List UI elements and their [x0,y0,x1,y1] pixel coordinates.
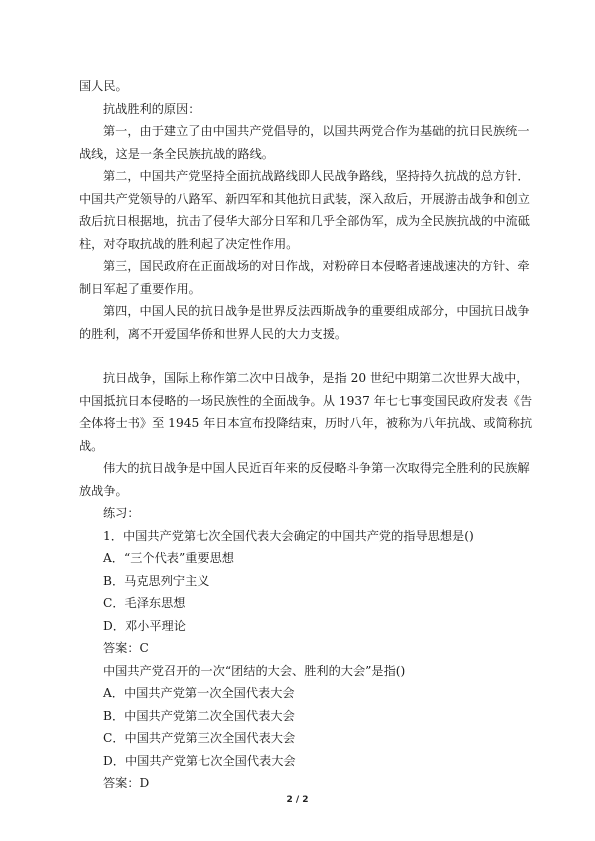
question-2-option-d: D．中国共产党第七次全国代表大会 [103,753,296,768]
question-1-option-c: C．毛泽东思想 [103,596,186,610]
page-number: 2 / 2 [286,795,309,805]
question-1-option-b: B．马克思列宁主义 [103,573,210,588]
question-1-option-a: A．“三个代表”重要思想 [103,551,234,565]
question-2-option-c: C．中国共产党第三次全国代表大会 [103,731,296,745]
paragraph-reason-4: 第四，中国人民的抗日战争是世界反法西斯战争的重要组成部分，中国抗日战争的胜利，离不开爱国华侨和世界人民的大力支援。 [79,304,530,341]
document-body [79,75,536,795]
question-2-option-b: B．中国共产党第二次全国代表大会 [103,708,295,723]
question-1-answer: 答案：C [103,641,149,655]
paragraph-continuation: 国人民。 [79,79,128,93]
exercise-heading: 练习： [103,506,140,520]
paragraph-reason-1: 第一，由于建立了由中国共产党倡导的，以国共两党合作为基础的抗日民族统一战线，这是一条全民族抗战的路线。 [79,124,530,161]
question-2-option-a: A．中国共产党第一次全国代表大会 [103,686,295,700]
question-2-stem: 中国共产党召开的一次“团结的大会、胜利的大会”是指() [103,663,406,678]
question-2-answer: 答案：D [103,776,150,790]
question-1-stem: 1．中国共产党第七次全国代表大会确定的中国共产党的指导思想是() [103,528,474,543]
paragraph-war-overview: 抗日战争，国际上称作第二次中日战争，是指 20 世纪中期第二次世界大战中，中国抵抗日本侵略的一场民族性的全面战争。从 1937 年七七事变国民政府发表《告全体将士书》至 1945 年日本宣布投降结束，历时八年，被称为八年抗战、或简称抗战。 [79,371,533,453]
section-heading-victory-reasons: 抗战胜利的原因： [103,101,201,116]
paragraph-reason-2: 第二，中国共产党坚持全面抗战路线即人民战争路线，坚持持久抗战的总方针．中国共产党领导的八路军、新四军和其他抗日武装，深入敌后，开展游击战争和创立敌后抗日根据地，抗击了侵华大部分日军和几乎全部伪军，成为全民族抗战的中流砥柱，对夺取抗战的胜利起了决定性作用。 [79,169,530,251]
paragraph-reason-3: 第三，国民政府在正面战场的对日作战，对粉碎日本侵略者速战速决的方针、牵制日军起了重要作用。 [79,259,530,296]
paragraph-gap [79,345,536,367]
question-1-option-d: D．邓小平理论 [103,618,186,633]
paragraph-war-significance: 伟大的抗日战争是中国人民近百年来的反侵略斗争第一次取得完全胜利的民族解放战争。 [79,461,530,498]
